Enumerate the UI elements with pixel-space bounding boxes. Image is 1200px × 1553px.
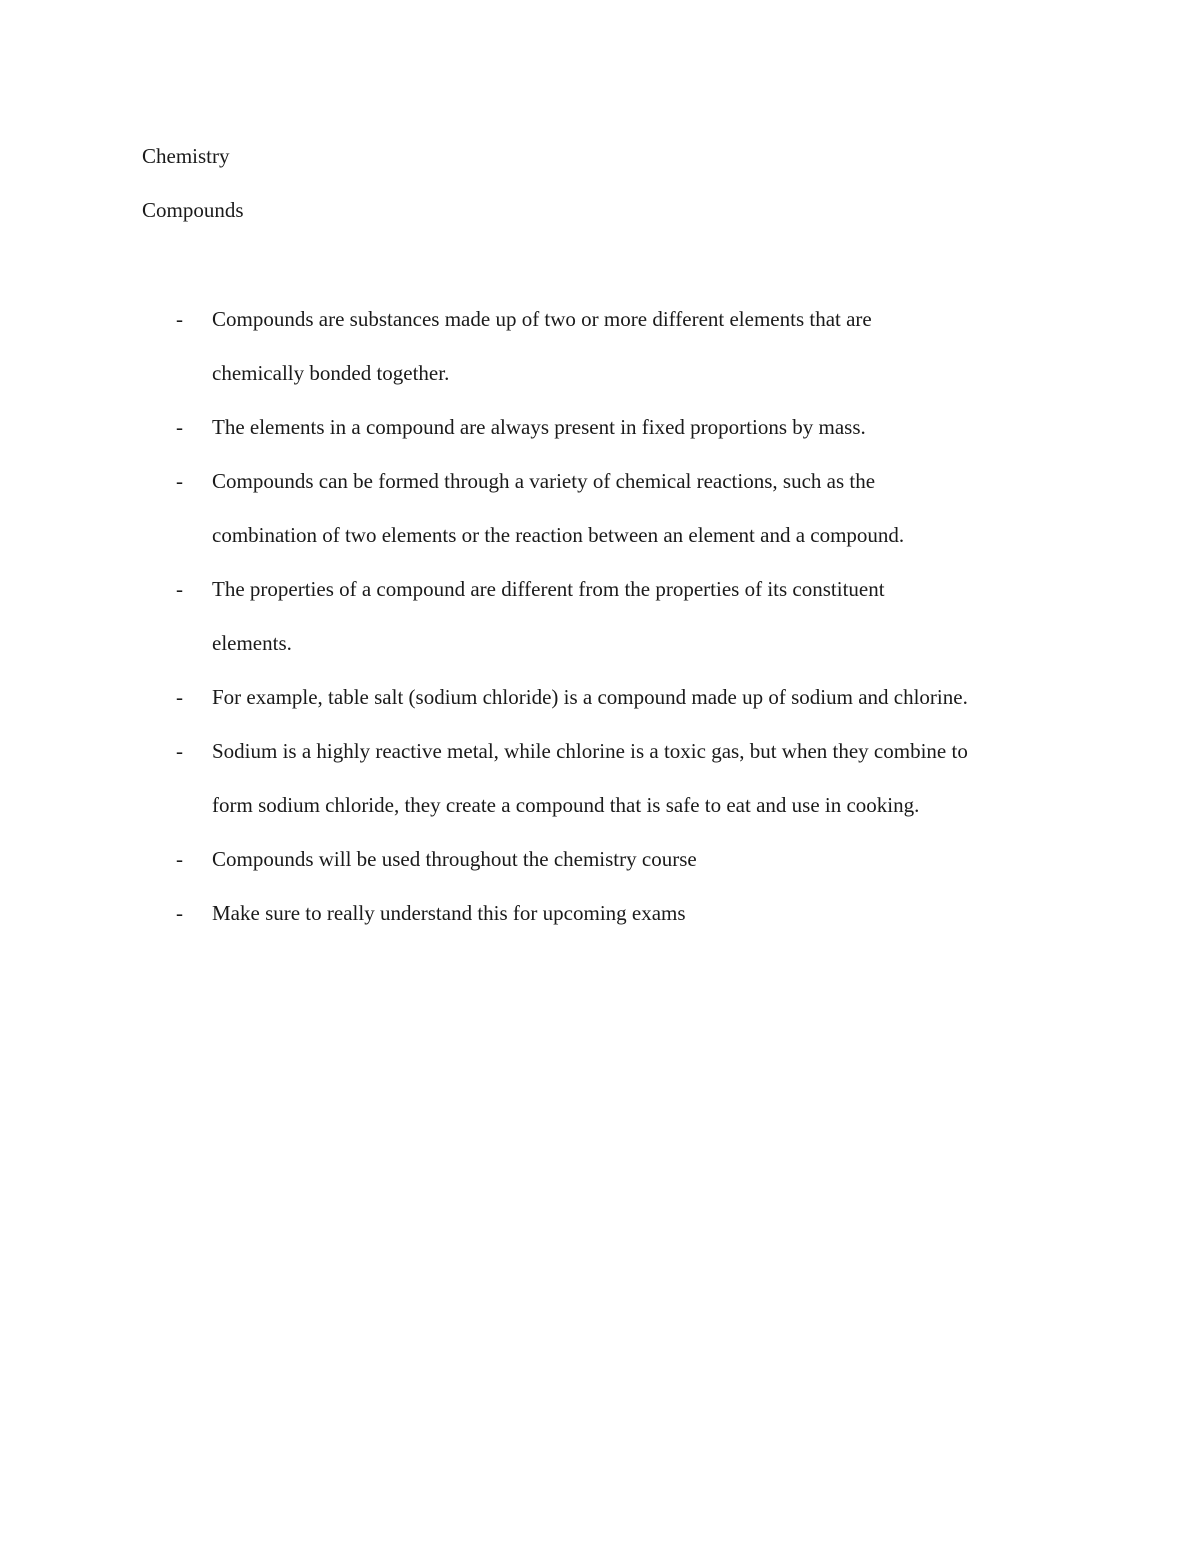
- bullet-1-line-1: Compounds are substances made up of two or more different elements that are: [212, 307, 872, 331]
- bullet-dash: -: [176, 685, 183, 709]
- bullet-5-line-1: For example, table salt (sodium chloride) is a compound made up of sodium and chlorine.: [212, 685, 968, 709]
- bullet-dash: -: [176, 415, 183, 439]
- bullet-2-line-1: The elements in a compound are always present in fixed proportions by mass.: [212, 415, 866, 439]
- bullet-7-line-1: Compounds will be used throughout the chemistry course: [212, 847, 697, 871]
- bullet-dash: -: [176, 901, 183, 925]
- bullet-6-line-1: Sodium is a highly reactive metal, while chlorine is a toxic gas, but when they combine to: [212, 739, 968, 763]
- bullet-dash: -: [176, 577, 183, 601]
- bullet-8-line-1: Make sure to really understand this for upcoming exams: [212, 901, 686, 925]
- bullet-4-line-1: The properties of a compound are different from the properties of its constituent: [212, 577, 885, 601]
- bullet-dash: -: [176, 469, 183, 493]
- bullet-4-line-2: elements.: [212, 631, 292, 655]
- bullet-3-line-1: Compounds can be formed through a variety of chemical reactions, such as the: [212, 469, 876, 493]
- bullet-dash: -: [176, 739, 183, 763]
- bullet-dash: -: [176, 307, 183, 331]
- document-topic: Compounds: [142, 198, 244, 222]
- document-subject: Chemistry: [142, 144, 230, 168]
- bullet-3-line-2: combination of two elements or the reaction between an element and a compound.: [212, 523, 905, 547]
- bullet-1-line-2: chemically bonded together.: [212, 361, 450, 385]
- bullet-6-line-2: form sodium chloride, they create a compound that is safe to eat and use in cooking.: [212, 793, 920, 817]
- bullet-dash: -: [176, 847, 183, 871]
